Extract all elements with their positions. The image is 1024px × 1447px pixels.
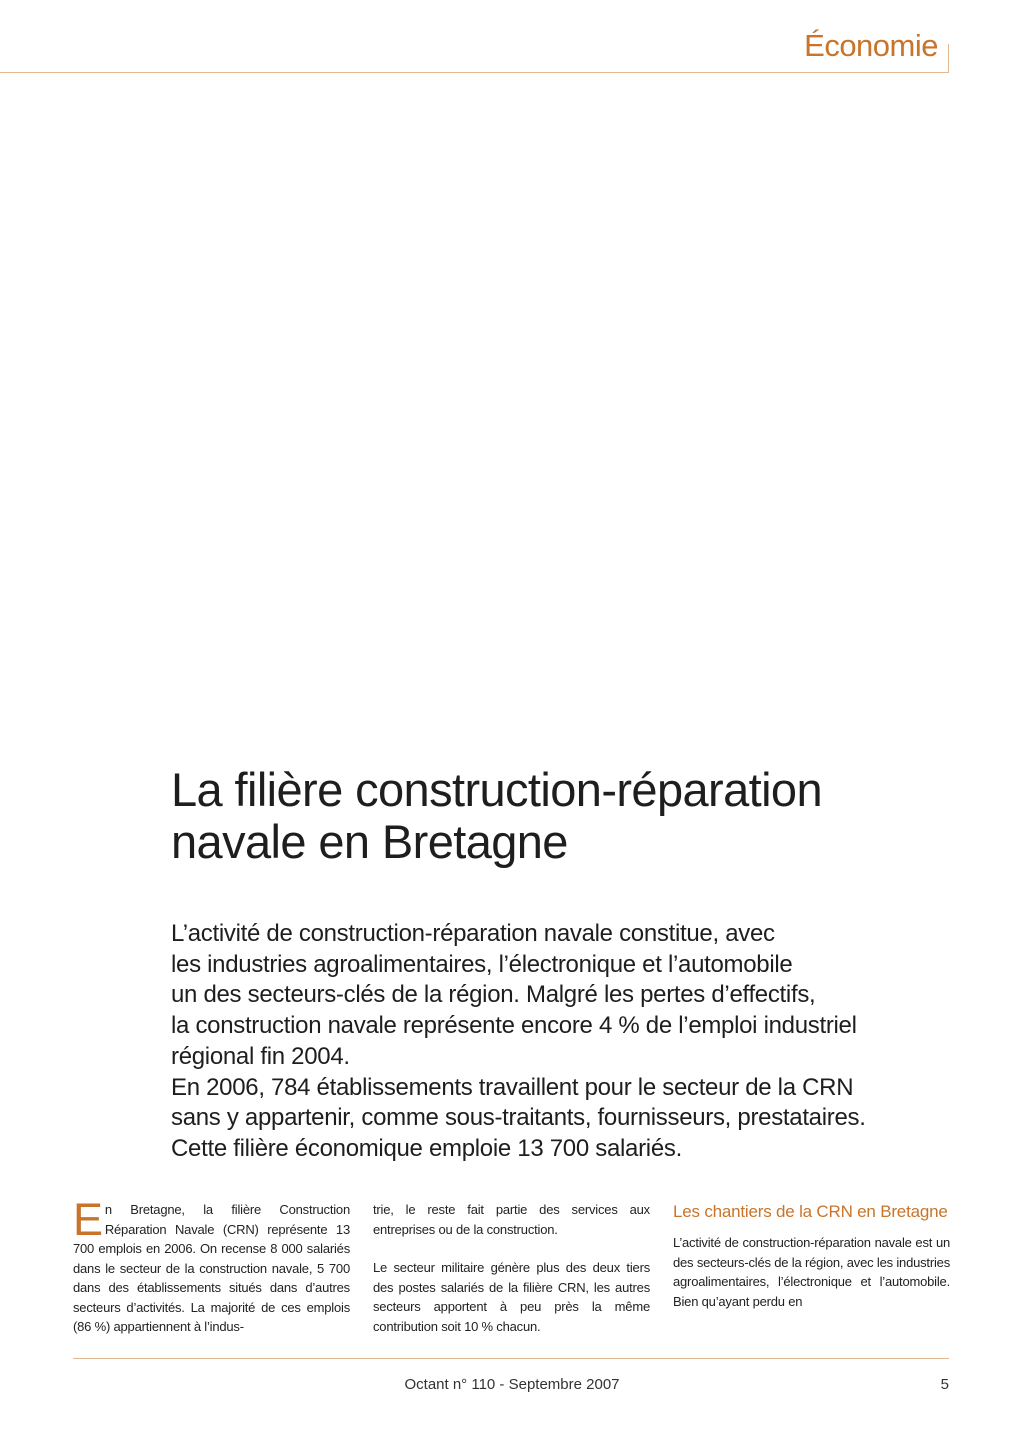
body-paragraph: Le secteur militaire génère plus des deux tiers des postes salariés de la filière CRN, les autres secteurs apportent à peu près la même contribution soit 10 % chacun. [373, 1260, 650, 1334]
header-rule [0, 72, 948, 73]
title-line: La filière construction-réparation [171, 763, 823, 816]
footer-rule [73, 1358, 949, 1359]
drop-cap: E [73, 1194, 103, 1245]
body-column-3 [673, 1200, 950, 1330]
body-text: n Bretagne, la filière Construction Réparation Navale (CRN) représente 13 700 emplois en 2006. On recense 8 000 salariés dans le secteur de la construction navale, 5 700 dans des établissements situés dans d’autres secteurs d’activités. La majorité de ces emplois (86 %) appartiennent à l’indus- [73, 1202, 350, 1334]
publication-info: Octant n° 110 - Septembre 2007 [404, 1376, 620, 1393]
lead-line: L’activité de construction-réparation navale constitue, avec [171, 920, 775, 947]
body-column-2 [373, 1200, 650, 1355]
subsection-heading: Les chantiers de la CRN en Bretagne [673, 1202, 948, 1221]
lead-line: Cette filière économique emploie 13 700 salariés. [171, 1134, 682, 1162]
article-lead [171, 919, 951, 1165]
body-paragraph [73, 1194, 350, 1337]
body-paragraph: L’activité de construction-réparation navale est un des secteurs-clés de la région, avec les industries agroalimentaires, l’électronique et l’automobile. Bien qu’ayant perdu en [673, 1235, 950, 1309]
lead-line: sans y appartenir, comme sous-traitants, fournisseurs, prestataires. [171, 1104, 866, 1132]
title-line: navale en Bretagne [171, 815, 568, 868]
article-title [171, 764, 971, 868]
lead-line: la construction navale représente encore 4 % de l’emploi industriel [171, 1012, 857, 1040]
lead-line: En 2006, 784 établissements travaillent pour le secteur de la CRN [171, 1073, 854, 1101]
lead-line: un des secteurs-clés de la région. Malgré les pertes d’effectifs, [171, 981, 816, 1009]
body-paragraph: trie, le reste fait partie des services aux entreprises ou de la construction. [373, 1202, 650, 1237]
header-rule-tick [948, 44, 949, 73]
section-label: Économie [804, 28, 938, 63]
lead-line: les industries agroalimentaires, l’électronique et l’automobile [171, 950, 793, 978]
body-column-1 [73, 1194, 350, 1356]
page-number: 5 [940, 1376, 949, 1393]
lead-line: régional fin 2004. [171, 1042, 350, 1070]
